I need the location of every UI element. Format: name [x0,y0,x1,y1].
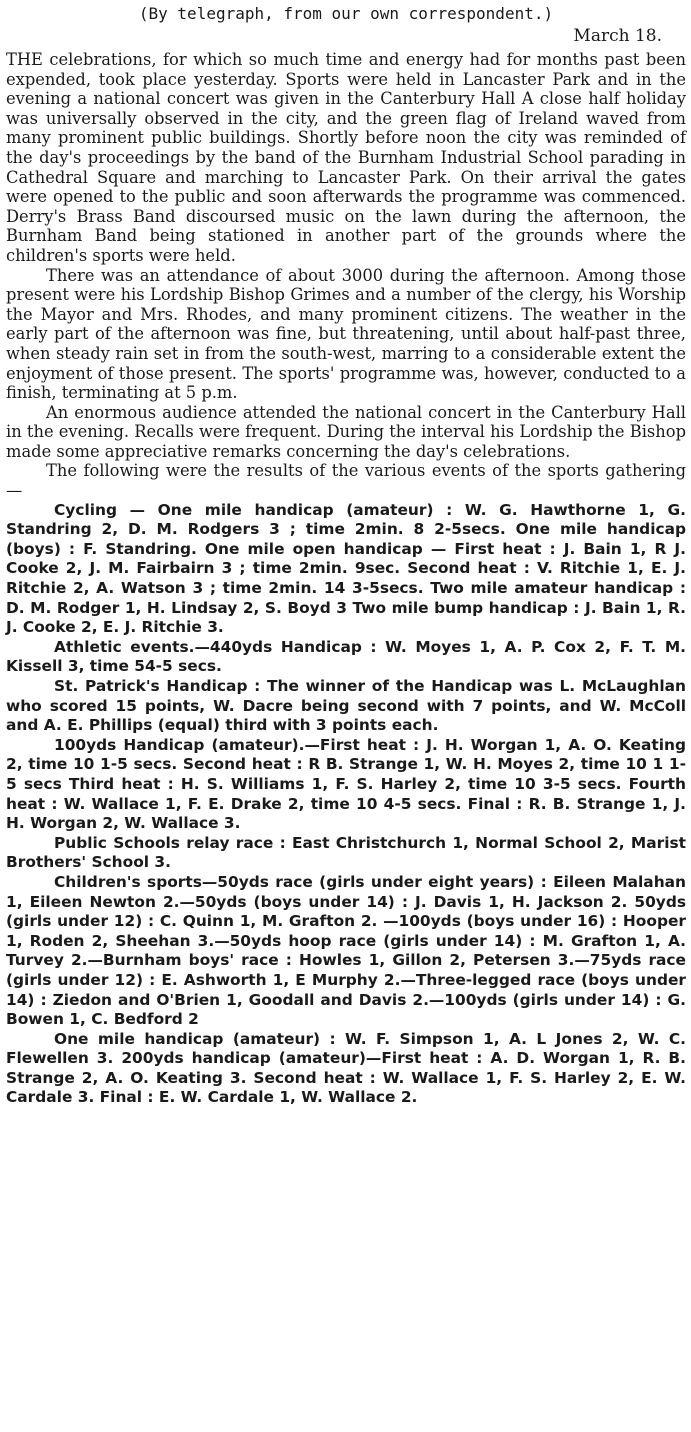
article-paragraph-attendance: There was an attendance of about 3000 during the afternoon. Among those present were his Lordship Bishop Grimes and a number of the clergy, his Worship the Mayor and Mrs. Rhodes, and many prominent citizens. The weather in the early part of the afternoon was fine, but threatening, until about half-past three, when steady rain set in from the south-west, marring to a considerable extent the enjoyment of those present. The sports' programme was, however, conducted to a finish, terminating at 5 p.m. [6,265,686,403]
article-paragraph-concert: An enormous audience attended the national concert in the Canterbury Hall in the evening. Recalls were frequent. During the interval his Lordship the Bishop made some appreciative remarks concerning the day's celebrations. [6,402,686,461]
article-paragraph-results-intro: The following were the results of the various events of the sports gathering — [6,461,686,501]
article-date: March 18. [573,26,662,46]
result-cycling: Cycling — One mile handicap (amateur) : W. G. Hawthorne 1, G. Standring 2, D. M. Rodgers 3 ; time 2min. 8 2-5secs. One mile handicap (boys) : F. Standring. One mile open handicap — First heat : J. Bain 1, R J. Cooke 2, J. M. Fairbairn 3 ; time 2min. 9sec. Second heat : V. Ritchie 1, E. J. Ritchie 2, A. Watson 3 ; time 2min. 14 3-5secs. Two mile amateur handicap : D. M. Rodger 1, H. Lindsay 2, S. Boyd 3 Two mile bump handicap : J. Bain 1, R. J. Cooke 2, E. J. Ritchie 3. [6,500,686,637]
result-mile-and-200yds: One mile handicap (amateur) : W. F. Simpson 1, A. L Jones 2, W. C. Flewellen 3. 200yds handicap (amateur)—First heat : A. D. Worgan 1, R. B. Strange 2, A. O. Keating 3. Second heat : W. Wallace 1, F. S. Harley 2, E. W. Cardale 3. Final : E. W. Cardale 1, W. Wallace 2. [6,1029,686,1107]
result-childrens-sports: Children's sports—50yds race (girls under eight years) : Eileen Malahan 1, Eileen Newton 2.—50yds (boys under 14) : J. Davis 1, H. Jackson 2. 50yds (girls under 12) : C. Quinn 1, M. Grafton 2. —100yds (boys under 16) : Hooper 1, Roden 2, Sheehan 3.—50yds hoop race (girls under 14) : M. Grafton 1, A. Turvey 2.—Burnham boys' race : Howles 1, Gillon 2, Petersen 3.—75yds race (girls under 12) : E. Ashworth 1, E Murphy 2.—Three-legged race (boys under 14) : Ziedon and O'Brien 1, Goodall and Davis 2.—100yds (girls under 14) : G. Bowen 1, C. Bedford 2 [6,872,686,1029]
newspaper-article [6,0,686,1108]
article-dateline: (By telegraph, from our own correspondent.) [138,4,554,23]
results-section [6,501,686,1108]
result-athletic: Athletic events.—440yds Handicap : W. Moyes 1, A. P. Cox 2, F. T. M. Kissell 3, time 54-5 secs. [6,637,686,676]
result-100yds-handicap: 100yds Handicap (amateur).—First heat : J. H. Worgan 1, A. O. Keating 2, time 10 1-5 secs. Second heat : R B. Strange 1, W. H. Moyes 2, time 10 1 1-5 secs Third heat : H. S. Williams 1, F. S. Harley 2, time 10 3-5 secs. Fourth heat : W. Wallace 1, F. E. Drake 2, time 10 4-5 secs. Final : R. B. Strange 1, J. H. Worgan 2, W. Wallace 3. [6,735,686,833]
article-paragraph-intro: THE celebrations, for which so much time and energy had for months past been expended, took place yesterday. Sports were held in Lancaster Park and in the evening a national concert was given in the Canterbury Hall A close half holiday was universally observed in the city, and the green flag of Ireland waved from many prominent public buildings. Shortly before noon the city was reminded of the day's proceedings by the band of the Burnham Industrial School parading in Cathedral Square and marching to Lancaster Park. On their arrival the gates were opened to the public and soon afterwards the programme was commenced. Derry's Brass Band discoursed music on the lawn during the afternoon, the Burnham Band being stationed in another part of the grounds where the children's sports were held. [6,50,686,265]
result-st-patricks-handicap: St. Patrick's Handicap : The winner of the Handicap was L. McLaughlan who scored 15 points, W. Dacre being second with 7 points, and W. McColl and A. E. Phillips (equal) third with 3 points each. [6,677,686,735]
result-relay-race: Public Schools relay race : East Christchurch 1, Normal School 2, Marist Brothers' School 3. [6,833,686,872]
